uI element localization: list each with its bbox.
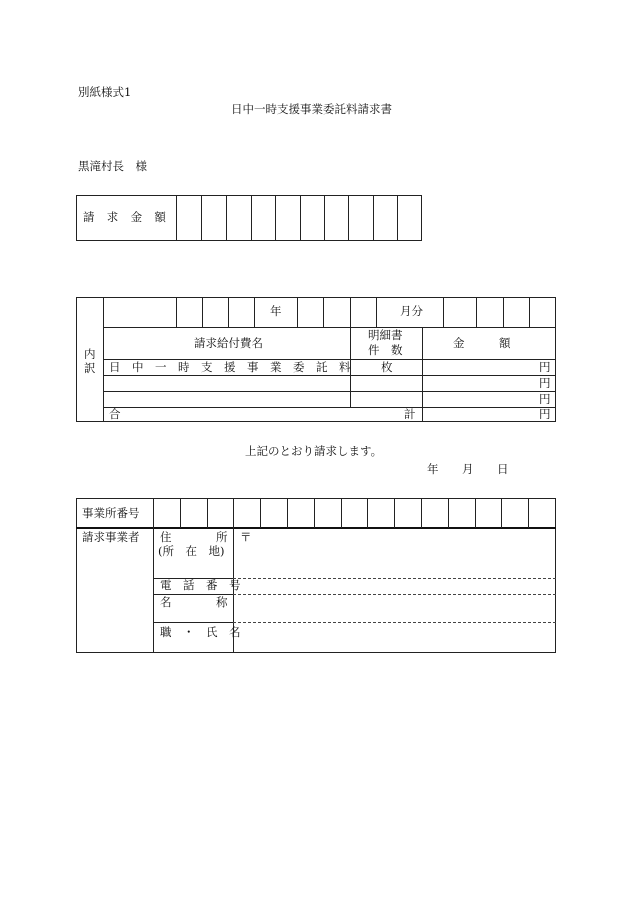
- total-yen: 円: [539, 407, 551, 421]
- form-id: 別紙様式1: [78, 85, 132, 99]
- col-count-header-2: 件 数: [368, 343, 403, 357]
- breakdown-year-label: 年: [270, 304, 282, 318]
- row1-unit: 枚: [381, 360, 393, 374]
- title-name-label: 職 ・ 氏 名: [160, 625, 241, 639]
- breakdown-side-label-1: 内: [84, 347, 96, 361]
- row2-yen: 円: [539, 376, 551, 390]
- address-label-1: 住: [160, 530, 172, 544]
- statement-text: 上記のとおり請求します。: [245, 444, 383, 458]
- name-label-1: 名: [160, 595, 172, 609]
- office-number-label: 事業所番号: [82, 506, 140, 520]
- row1-item: 日 中 一 時 支 援 事 業 委 託 料: [109, 360, 351, 374]
- col-count-header-1: 明細書: [368, 328, 403, 342]
- name-label-2: 称: [216, 595, 228, 609]
- total-left-label: 合: [109, 407, 121, 421]
- row1-yen: 円: [539, 360, 551, 374]
- address-sub-label: (所 在 地): [158, 544, 225, 558]
- row3-yen: 円: [539, 392, 551, 406]
- breakdown-side-label-2: 訳: [84, 361, 96, 375]
- total-right-label: 計: [404, 407, 416, 421]
- claimant-label: 請求事業者: [82, 530, 140, 544]
- breakdown-month-label: 月分: [400, 304, 423, 318]
- date-day: 日: [497, 462, 509, 476]
- amount-label: 請 求 金 額: [83, 210, 167, 224]
- date-year: 年: [427, 462, 439, 476]
- page-title: 日中一時支援事業委託料請求書: [231, 102, 392, 116]
- date-month: 月: [462, 462, 474, 476]
- col-amount-header: 金 額: [453, 336, 511, 350]
- address-label-2: 所: [216, 530, 228, 544]
- col-item-header: 請求給付費名: [194, 336, 263, 350]
- addressee: 黒滝村長 様: [78, 159, 147, 173]
- postal-mark: 〒: [240, 530, 252, 544]
- phone-label: 電 話 番 号: [160, 578, 241, 592]
